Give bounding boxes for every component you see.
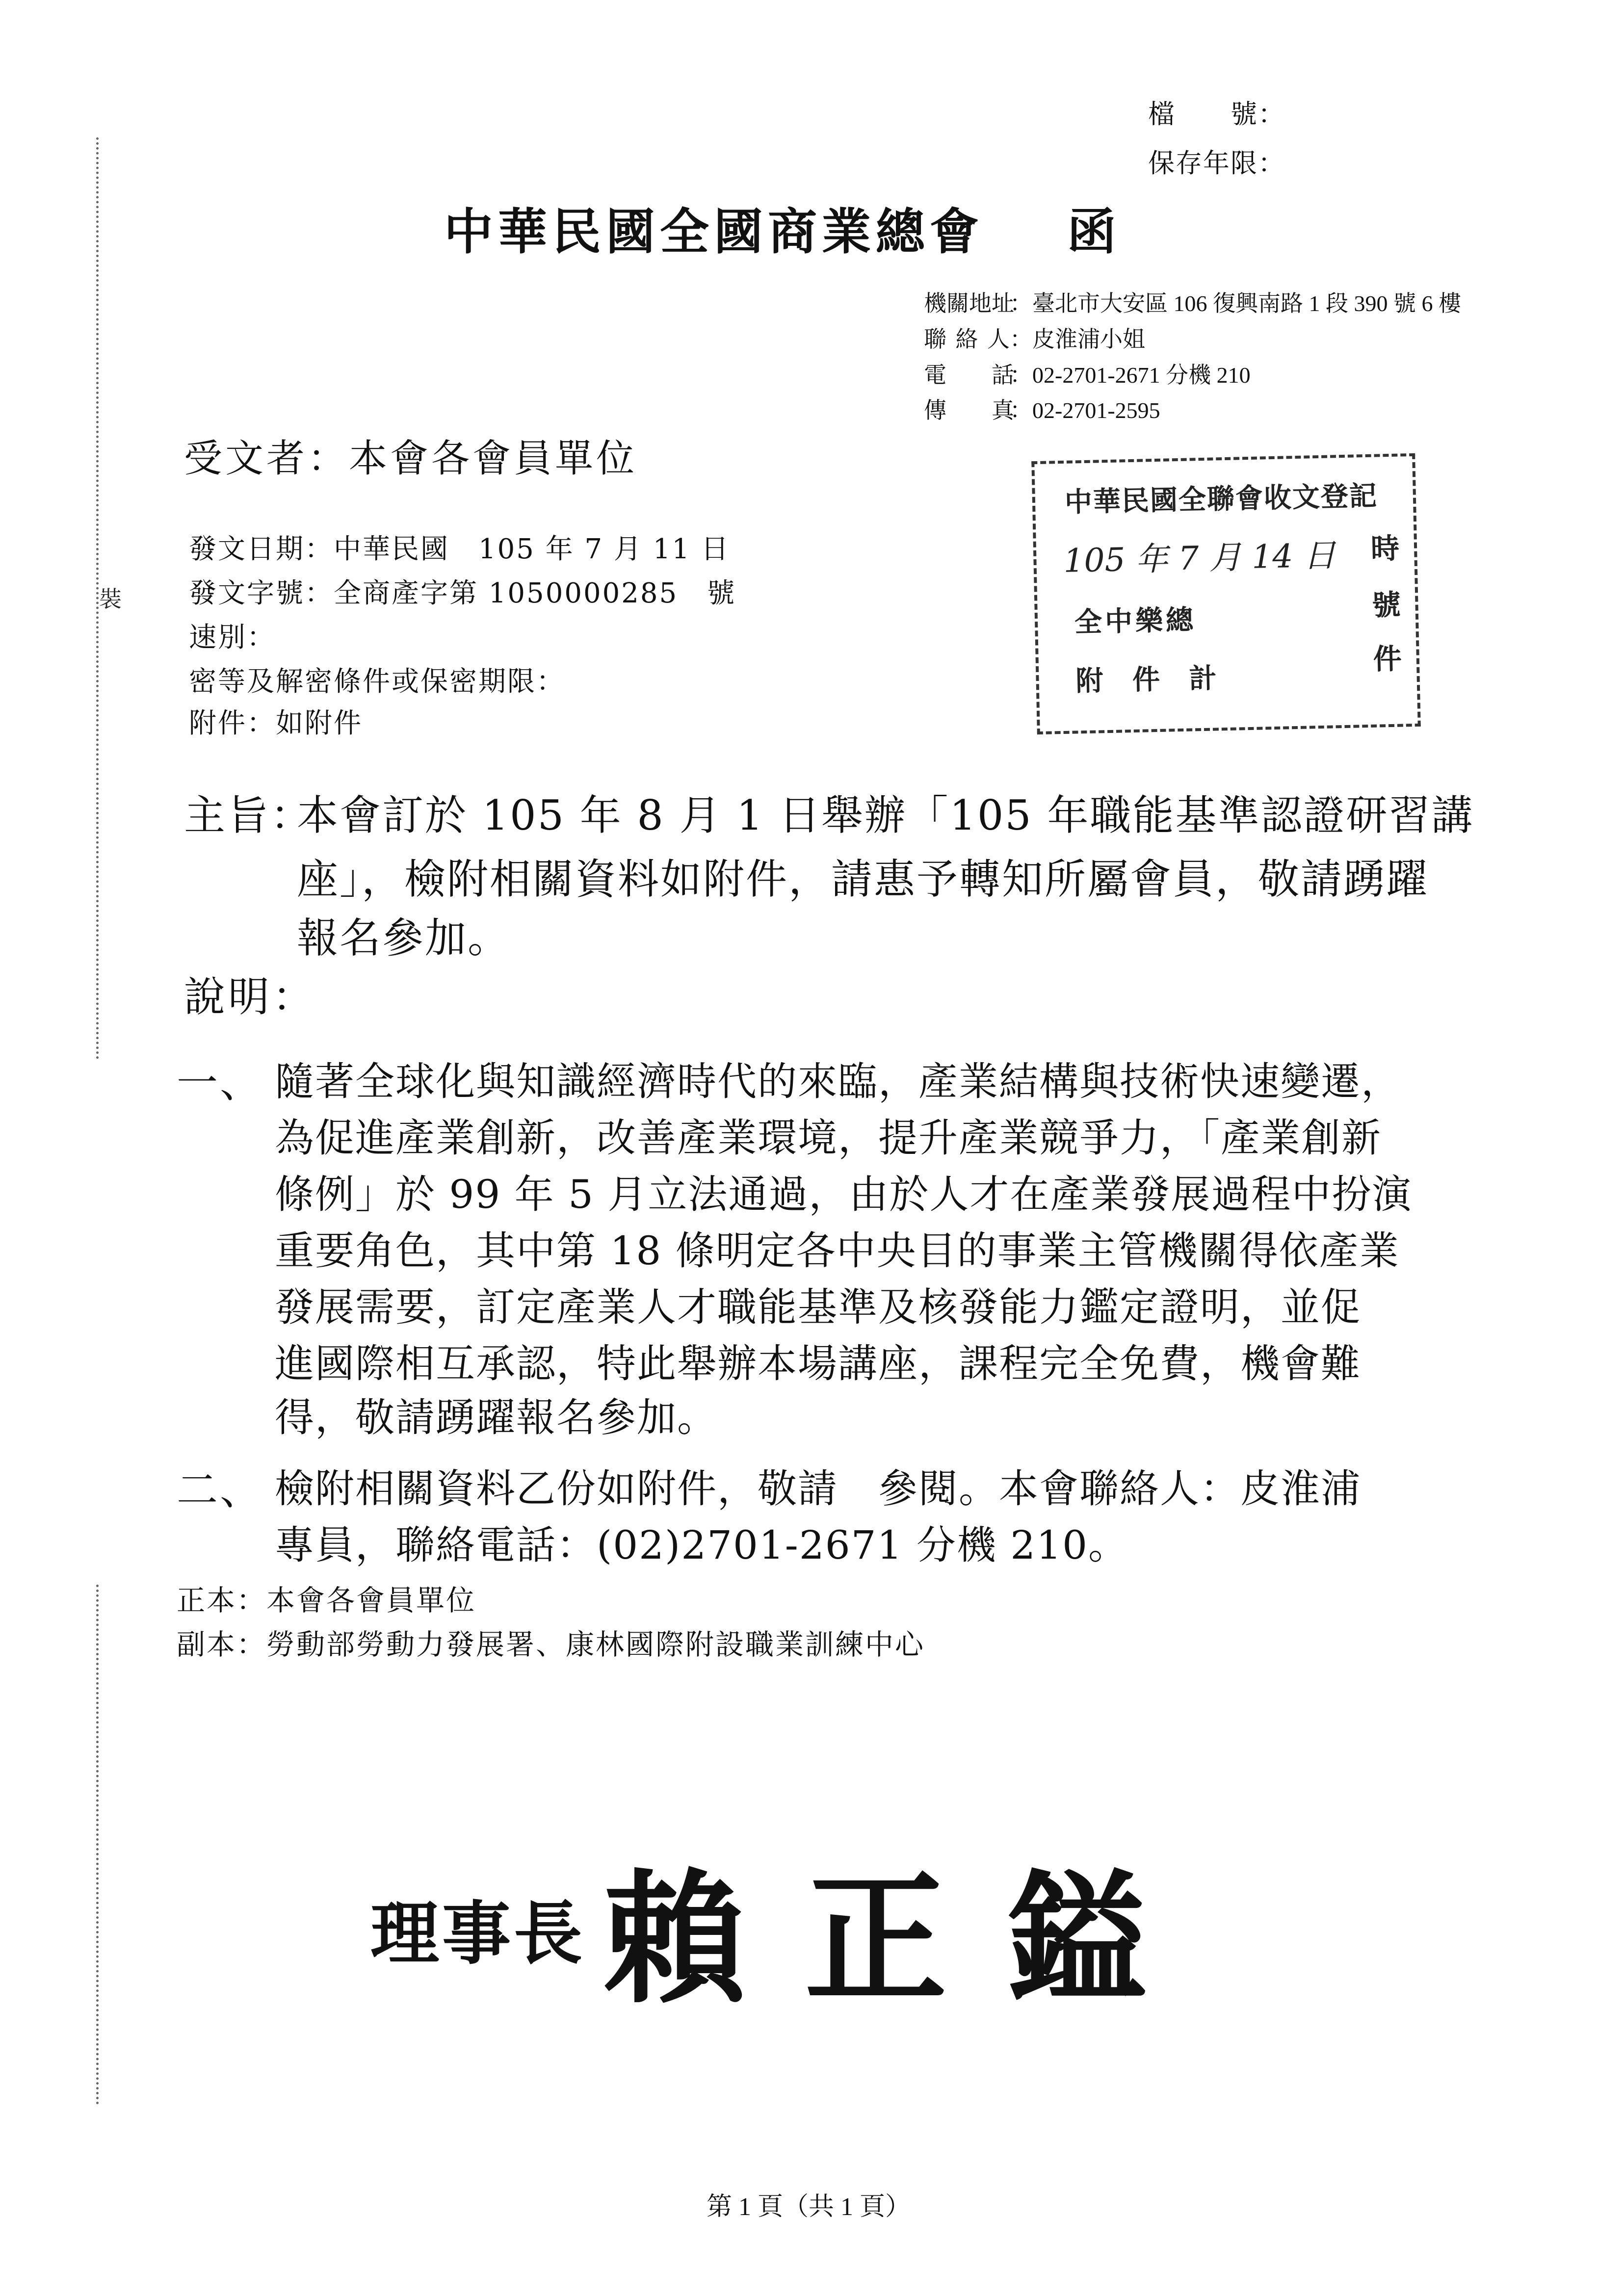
subject-line: 本會訂於 105 年 8 月 1 日舉辦「105 年職能基準認證研習講 <box>297 791 1474 839</box>
contact-fax-label: 傳 真 <box>924 398 1014 423</box>
contact-address-value: 臺北市大安區 106 復興南路 1 段 390 號 6 樓 <box>1032 291 1461 316</box>
item-line: 得，敬請踴躍報名參加。 <box>275 1395 717 1440</box>
item-number: 二、 <box>177 1466 263 1514</box>
original-recipients: 正本：本會各會員單位 <box>177 1584 476 1617</box>
recipient: 受文者：本會各會員單位 <box>184 437 638 481</box>
item-line: 進國際相互承認，特此舉辦本場講座，課程完全免費，機會難 <box>275 1341 1361 1386</box>
subject-line: 報名參加。 <box>297 914 511 962</box>
item-line: 專員，聯絡電話：(02)2701-2671 分機 210。 <box>275 1522 1128 1568</box>
speed-class: 速別： <box>189 622 276 653</box>
subject-line: 座」，檢附相關資料如附件，請惠予轉知所屬會員，敬請踴躍 <box>297 855 1429 903</box>
page-number: 第 1 頁（共 1 頁） <box>707 2193 911 2221</box>
stamp-title: 中華民國全聯會收文登記 <box>1064 479 1378 519</box>
contact-phone-value: 02-2701-2671 分機 210 <box>1032 363 1251 388</box>
explanation-label: 說明： <box>184 973 317 1021</box>
signature-name: 賴正鎰 <box>603 1856 1207 2023</box>
stamp-col-number: 號 <box>1371 588 1401 622</box>
contact-phone: 電 話：02-2701-2671 分機 210 <box>924 357 1251 390</box>
stamp-date: 105 年 7 月 14 日 <box>1063 536 1336 580</box>
security-level: 密等及解密條件或保密期限： <box>189 666 565 698</box>
item-line: 重要角色，其中第 18 條明定各中央目的事業主管機關得依產業 <box>275 1228 1400 1274</box>
signature-title: 理事長 <box>370 1894 586 1974</box>
org-title: 中華民國全國商業總會 <box>444 203 984 261</box>
item-line: 發展需要，訂定產業人才職能基準及核發能力鑑定證明，並促 <box>275 1284 1361 1330</box>
stamp-col-item: 件 <box>1373 642 1402 676</box>
issue-number: 發文字號：全商產字第 1050000285 號 <box>189 577 736 609</box>
file-number-label: 檔 號： <box>1148 99 1285 130</box>
attachment-note: 附件：如附件 <box>189 707 363 739</box>
doc-type: 函 <box>1067 203 1116 261</box>
contact-person-label: 聯 絡 人 <box>924 327 1010 352</box>
item-line: 檢附相關資料乙份如附件，敬請 參閱。本會聯絡人：皮淮浦 <box>275 1466 1361 1512</box>
contact-phone-label: 電 話 <box>924 363 1014 388</box>
contact-address: 機關地址：臺北市大安區 106 復興南路 1 段 390 號 6 樓 <box>924 286 1461 318</box>
retention-period-label: 保存年限： <box>1148 148 1285 179</box>
issue-date: 發文日期：中華民國 105 年 7 月 11 日 <box>189 533 730 565</box>
binding-line-lower <box>96 1585 99 2105</box>
stamp-org: 全中樂總 <box>1074 603 1197 639</box>
binding-mark: 裝 <box>99 586 122 612</box>
receipt-stamp <box>1031 453 1420 734</box>
item-line: 條例」於 99 年 5 月立法通過，由於人才在產業發展過程中扮演 <box>275 1172 1413 1217</box>
stamp-attachment: 附 件 計 <box>1075 662 1227 698</box>
contact-address-label: 機關地址 <box>924 291 1014 316</box>
contact-fax: 傳 真：02-2701-2595 <box>924 392 1160 425</box>
cc-recipients: 副本：勞動部勞動力發展署、康林國際附設職業訓練中心 <box>177 1628 925 1661</box>
contact-person: 聯 絡 人：皮淮浦小姐 <box>924 321 1145 354</box>
subject-label: 主旨： <box>184 791 314 839</box>
item-number: 一、 <box>177 1059 263 1107</box>
item-line: 為促進產業創新，改善產業環境，提升產業競爭力，「產業創新 <box>275 1115 1382 1161</box>
contact-person-value: 皮淮浦小姐 <box>1032 327 1145 352</box>
binding-line-upper <box>96 137 99 1060</box>
stamp-col-time: 時 <box>1370 531 1400 566</box>
contact-fax-value: 02-2701-2595 <box>1032 398 1160 423</box>
item-line: 隨著全球化與知識經濟時代的來臨，產業結構與技術快速變遷， <box>275 1059 1401 1104</box>
